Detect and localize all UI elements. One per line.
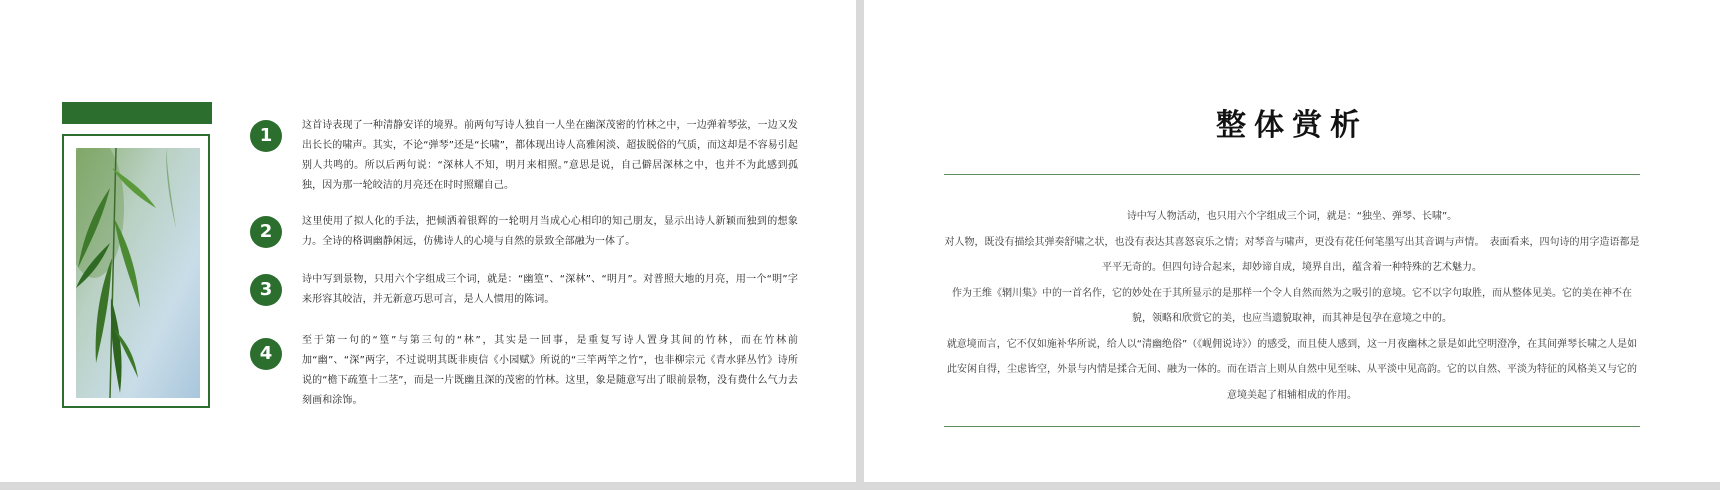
analysis-body xyxy=(944,204,1640,408)
number-badge: 4 xyxy=(250,338,282,370)
paragraph: 对人物，既没有描绘其弹奏舒啸之状，也没有表达其喜怒哀乐之情；对琴音与啸声，更没有花任何笔墨写出其音调与声情。 表面看来，四句诗的用字造语都是平平无奇的。但四句诗合起来，却妙谛自成，境界自出，蕴含着一种特殊的艺术魅力。 xyxy=(944,236,1640,273)
photo-frame xyxy=(62,134,210,408)
item-text: 这首诗表现了一种清静安详的境界。前两句写诗人独自一人坐在幽深茂密的竹林之中，一边弹着琴弦，一边又发出长长的啸声。其实，不论“弹琴”还是“长啸”，都体现出诗人高雅闲淡、超拔脱俗的气质，而这却是不容易引起别人共鸣的。所以后两句说：“深林人不知，明月来相照。”意思是说，自己僻居深林之中，也并不为此感到孤独，因为那一轮皎洁的月亮还在时时照耀自己。 xyxy=(302,120,798,191)
divider-top xyxy=(944,174,1640,175)
left-slide xyxy=(0,0,856,482)
number-badge: 3 xyxy=(250,274,282,306)
slide-title: 整体赏析 xyxy=(1216,108,1368,143)
item-text: 这里使用了拟人化的手法，把倾洒着银辉的一轮明月当成心心相印的知己朋友，显示出诗人新颖而独到的想象力。全诗的格调幽静闲远，仿佛诗人的心境与自然的景致全部融为一体了。 xyxy=(302,216,798,247)
paragraph: 诗中写人物活动，也只用六个字组成三个词，就是：“独坐、弹琴、长啸”。 xyxy=(1126,211,1458,222)
number-badge: 2 xyxy=(250,216,282,248)
divider-bottom xyxy=(944,426,1640,427)
number-badge: 1 xyxy=(250,120,282,152)
paragraph: 就意境而言，它不仅如施补华所说，给人以“清幽绝俗”（《岘佣说诗》）的感受，而且使人感到，这一月夜幽林之景是如此空明澄净，在其间弹琴长啸之人是如此安闲自得，尘虑皆空，外景与内情是揉合无间、融为一体的。而在语言上则从自然中见至味、从平淡中见高韵。它的以自然、平淡为特征的风格美又与它的意境美起了相辅相成的作用。 xyxy=(946,338,1638,401)
item-text: 诗中写到景物，只用六个字组成三个词，就是：“幽篁”、“深林”、“明月”。对普照大地的月亮，用一个“明”字来形容其皎洁，并无新意巧思可言，是人人惯用的陈词。 xyxy=(302,274,798,305)
item-text: 至于第一句的“篁”与第三句的“林”，其实是一回事，是重复写诗人置身其间的竹林，而在竹林前加“幽”、“深”两字，不过说明其既非庾信《小园赋》所说的“三竿两竿之竹”，也非柳宗元《青水驿丛竹》诗所说的“檐下疏篁十二茎”，而是一片既幽且深的茂密的竹林。这里，象是随意写出了眼前景物，没有费什么气力去刻画和涂饰。 xyxy=(302,335,798,406)
paragraph: 作为王维《辋川集》中的一首名作，它的妙处在于其所显示的是那样一个令人自然而然为之吸引的意境。它不以字句取胜，而从整体见美。它的美在神不在貌，领略和欣赏它的美，也应当遗貌取神，而其神是包孕在意境之中的。 xyxy=(952,287,1632,324)
accent-bar xyxy=(62,102,212,124)
bamboo-leaves-image xyxy=(76,148,200,398)
right-slide xyxy=(864,0,1720,482)
